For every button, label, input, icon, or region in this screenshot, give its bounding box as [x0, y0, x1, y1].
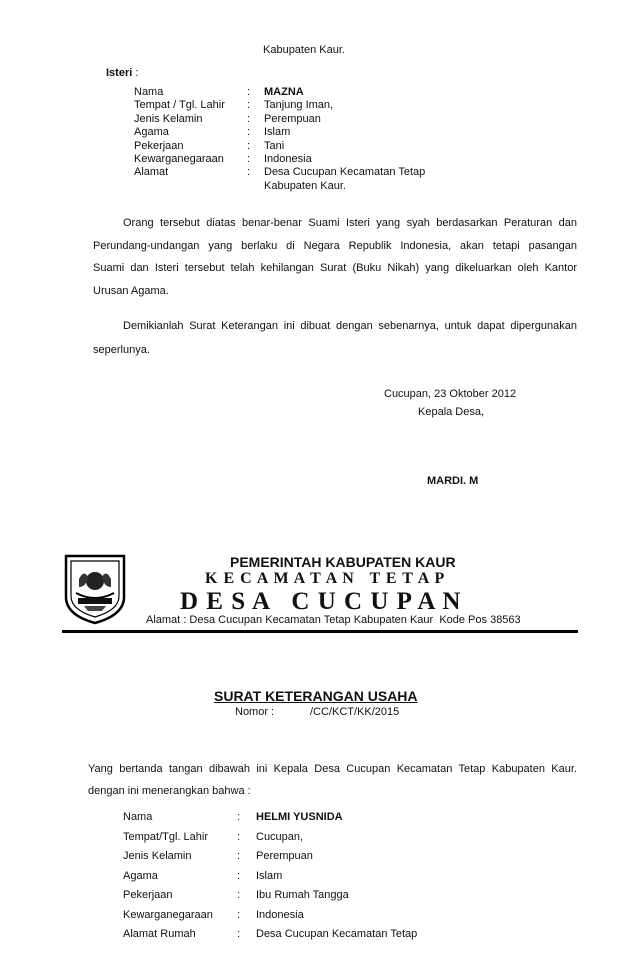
wife-detail-value: Indonesia	[264, 153, 312, 165]
document-title: SURAT KETERANGAN USAHA	[214, 688, 418, 704]
subject-detail-value: Cucupan,	[256, 830, 304, 843]
subject-detail-colon: :	[237, 811, 241, 823]
subject-detail-label: Alamat Rumah	[123, 928, 196, 940]
wife-detail-value: Perempuan	[264, 112, 321, 125]
wife-detail-colon: :	[247, 112, 251, 125]
wife-label	[106, 67, 138, 79]
subject-detail-row	[0, 831, 638, 845]
wife-detail-value: Tanjung Iman,	[264, 99, 334, 112]
regency-emblem-icon	[62, 553, 128, 625]
regency-emblem	[62, 553, 128, 625]
subject-detail-value: Desa Cucupan Kecamatan Tetap	[256, 928, 418, 940]
wife-detail-label: Pekerjaan	[134, 139, 184, 152]
wife-detail-row	[0, 99, 638, 113]
address-continuation: Kabupaten Kaur.	[263, 44, 345, 56]
subject-detail-colon: :	[237, 830, 241, 843]
subject-detail-row	[0, 850, 638, 864]
wife-label-text: Isteri	[106, 67, 133, 79]
wife-detail-colon: :	[247, 99, 251, 112]
paragraph1-line: Urusan Agama.	[93, 284, 169, 297]
letterhead-district: K E C A M A T A N T E T A P	[205, 570, 446, 587]
intro-paragraph	[88, 758, 577, 802]
wife-detail-colon: :	[247, 139, 251, 152]
wife-address-continuation: Kabupaten Kaur.	[264, 180, 346, 192]
subject-detail-value: Ibu Rumah Tangga	[256, 889, 349, 901]
subject-detail-value: Islam	[256, 869, 283, 882]
subject-detail-row	[0, 811, 638, 825]
paragraph-closing	[93, 314, 577, 362]
paragraph1-line: Orang tersebut diatas benar-benar Suami Isteri yang syah berdasarkan Peraturan dan	[123, 217, 577, 229]
subject-detail-colon: :	[237, 850, 241, 862]
wife-detail-row	[0, 153, 638, 167]
signature-place-date: Cucupan, 23 Oktober 2012	[384, 388, 517, 400]
wife-detail-row	[0, 113, 638, 127]
subject-detail-label: Kewarganegaraan	[123, 908, 213, 921]
subject-detail-row	[0, 909, 638, 923]
paragraph2-line: seperlunya.	[93, 344, 150, 356]
document-number-label: Nomor :	[235, 706, 275, 718]
subject-detail-colon: :	[237, 928, 241, 940]
signature-position: Kepala Desa,	[418, 406, 485, 418]
wife-detail-colon: :	[247, 166, 251, 179]
wife-detail-row	[0, 126, 638, 140]
subject-detail-value: HELMI YUSNIDA	[256, 811, 343, 823]
wife-detail-label: Agama	[134, 126, 169, 139]
subject-detail-row	[0, 870, 638, 884]
subject-detail-label: Jenis Kelamin	[123, 850, 192, 862]
signature-name: MARDI. M	[427, 475, 479, 487]
subject-detail-colon: :	[237, 869, 241, 882]
wife-detail-label: Nama	[134, 86, 164, 98]
wife-detail-label: Jenis Kelamin	[134, 112, 203, 125]
subject-detail-label: Agama	[123, 869, 158, 882]
subject-detail-row	[0, 889, 638, 903]
letterhead-address: Alamat : Desa Cucupan Kecamatan Tetap Kabupaten Kaur Kode Pos 38563	[146, 614, 521, 626]
subject-detail-label: Nama	[123, 811, 153, 823]
paragraph1-line: Suami dan Isteri tersebut telah kehilangan Surat (Buku Nikah) yang dikeluarkan oleh Kantor	[93, 262, 577, 274]
letterhead-government: PEMERINTAH KABUPATEN KAUR	[230, 554, 456, 570]
wife-detail-value: Desa Cucupan Kecamatan Tetap	[264, 166, 426, 179]
wife-detail-label: Alamat	[134, 166, 169, 179]
wife-detail-colon: :	[247, 126, 251, 139]
wife-detail-colon: :	[247, 153, 251, 165]
paragraph1-line: Perundang-undangan yang berlaku di Negara Republik Indonesia, akan tetapi pasangan	[93, 239, 577, 252]
wife-detail-value: MAZNA	[264, 86, 304, 98]
subject-detail-value: Indonesia	[256, 908, 304, 921]
wife-detail-row	[0, 86, 638, 100]
subject-detail-label: Pekerjaan	[123, 889, 173, 901]
document-number-value: /CC/KCT/KK/2015	[310, 706, 400, 718]
paragraph-marriage-statement	[93, 212, 577, 302]
paragraph2-line: Demikianlah Surat Keterangan ini dibuat dengan sebenarnya, untuk dapat dipergunakan	[123, 320, 577, 332]
wife-detail-label: Kewarganegaraan	[134, 153, 224, 165]
subject-detail-colon: :	[237, 889, 241, 901]
wife-detail-label: Tempat / Tgl. Lahir	[134, 99, 225, 112]
subject-detail-value: Perempuan	[256, 850, 313, 862]
letterhead-rule	[62, 630, 578, 633]
wife-label-colon: :	[135, 67, 139, 79]
intro-line: Yang bertanda tangan dibawah ini Kepala Desa Cucupan Kecamatan Tetap Kabupaten Kaur.	[88, 763, 577, 775]
letterhead-village: D E S A C U C U P A N	[180, 588, 462, 615]
subject-detail-label: Tempat/Tgl. Lahir	[123, 830, 208, 843]
wife-detail-value: Tani	[264, 139, 285, 152]
wife-detail-colon: :	[247, 86, 251, 98]
subject-detail-row	[0, 928, 638, 942]
wife-detail-row	[0, 140, 638, 154]
wife-detail-row	[0, 166, 638, 180]
wife-detail-value: Islam	[264, 126, 291, 139]
subject-detail-colon: :	[237, 908, 241, 921]
intro-line: dengan ini menerangkan bahwa :	[88, 785, 251, 797]
